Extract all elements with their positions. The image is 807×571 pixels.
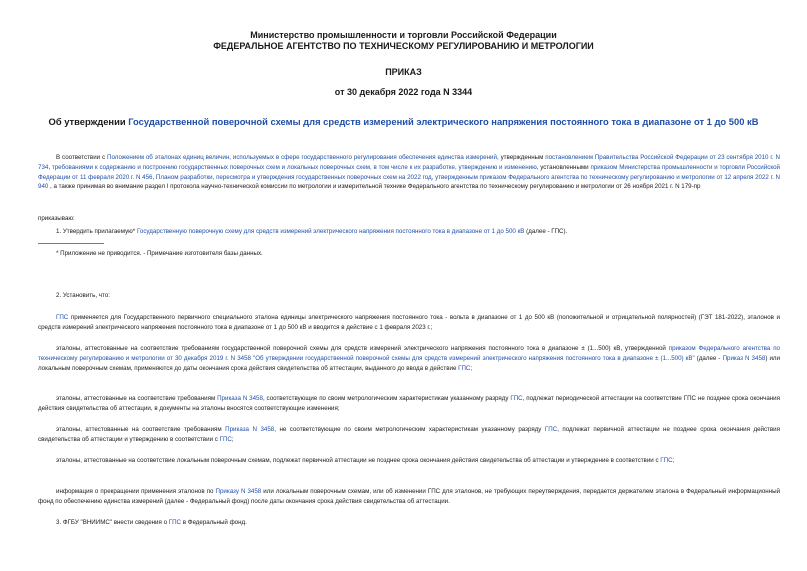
paragraph-standards-primary [38, 425, 780, 445]
preamble-paragraph [38, 153, 780, 192]
ministry-name: Министерство промышленности и торговли Российской Федерации [250, 30, 557, 40]
preamble-text: , а также принимая во внимание раздел I протокола научно-технической комиссии по метрологии и измерительной технике Федерального агентства по техническому регулированию и метрологии от 26 ноября 2021 г. N 179-пр [48, 183, 701, 191]
paragraph-text: ; [231, 435, 234, 443]
item-3 [38, 518, 780, 528]
paragraph-standards-periodic [38, 394, 780, 414]
paragraph-text: информация о прекращении применения эталонов по [56, 488, 216, 495]
paragraph-text: эталоны, аттестованные на соответствие требованиям [56, 395, 218, 402]
link-rosstandart-order-3458[interactable]: приказом Федерального агентства по техническому регулированию и метрологии от 30 декабря 2019 г. N 3458 "Об утверждении государственной поверочной схемы для средств измерений электрического напряжения постоянного тока в диапазоне ± (1...500) кВ" [38, 345, 780, 362]
link-gps-scheme[interactable]: Государственную поверочную схему для средств измерений электрического напряжения постоянного тока в диапазоне от 1 до 500 кВ [136, 228, 525, 235]
paragraph-text: , соответствующие по своим метрологическим характеристикам указанному разряду [262, 395, 511, 402]
link-plan-2022[interactable]: Планом разработки, пересмотра и утверждения государственных поверочных схем на 2022 год, утвержденным приказом Федерального агентства по техническому регулированию и метрологии от 12 апреля 2022 г. N 940 [38, 173, 781, 191]
agency-name: ФЕДЕРАЛЬНОЕ АГЕНТСТВО ПО ТЕХНИЧЕСКОМУ РЕГУЛИРОВАНИЮ И МЕТРОЛОГИИ [213, 41, 594, 51]
link-gps[interactable]: ГПС [510, 395, 523, 402]
paragraph-text: (далее - [694, 354, 723, 362]
item-1-text: 1. Утвердить прилагаемую* [56, 228, 137, 235]
paragraph-standards-local [38, 456, 780, 466]
paragraph-text: ) или локальным поверочным схемам, применяются до даты окончания срока действия свидетельства об аттестации, выданного до ввода в действие [38, 354, 780, 372]
item-2: 2. Установить, что: [56, 292, 110, 299]
link-requirements-verification-schemes[interactable]: требованиями к содержанию и построению государственных поверочных схем и локальных поверочных схем, в том числе к их разработке, утверждению и изменению [51, 163, 537, 171]
footnote: * Приложение не приводится. - Примечание изготовителя базы данных. [56, 250, 263, 257]
paragraph-text: , не соответствующие по своим метрологическим характеристикам указанному разряду [274, 426, 545, 433]
paragraph-text: эталоны, аттестованные на соответствие требованиям [56, 426, 226, 433]
link-order-3458[interactable]: Приказу N 3458 [215, 488, 262, 495]
link-regulation-on-standards[interactable]: Положением об эталонах единиц величин, используемых в сфере государственного регулирования обеспечения единства измерений [107, 154, 497, 161]
paragraph-text: эталоны, аттестованные на соответствие локальным поверочным схемам, подлежат первичной аттестации не позднее срока окончания действия свидетельства об аттестации и утверждение в соответствии с [56, 457, 661, 464]
paragraph-gps-application [38, 313, 780, 333]
item-3-text: 3. ФГБУ "ВНИИМС" внести сведения о [56, 519, 169, 526]
link-order-3458[interactable]: Приказ N 3458 [722, 354, 766, 362]
link-gps[interactable]: ГПС [219, 435, 232, 443]
paragraph-text: эталоны, аттестованные на соответствие требованиям государственной поверочной схемы для средств измерений электрического напряжения постоянного тока в диапазоне ± (1...500) кВ, утвержденной [56, 345, 669, 352]
item-1 [38, 227, 780, 237]
title-link[interactable]: Государственной поверочной схемы для средств измерений электрического напряжения постоянного тока в диапазоне от 1 до 500 кВ [128, 116, 759, 127]
link-gps[interactable]: ГПС [544, 426, 558, 433]
document-type: ПРИКАЗ [385, 67, 422, 77]
link-order-3458[interactable]: Приказа N 3458 [217, 395, 263, 402]
paragraph-text: ; [470, 364, 473, 372]
title-prefix: Об утверждении [48, 116, 129, 127]
link-gps[interactable]: ГПС [660, 457, 673, 464]
paragraph-text: ; [672, 457, 675, 464]
item-3-text: в Федеральный фонд. [181, 519, 247, 526]
preamble-text: , установленными [536, 163, 591, 171]
link-gps[interactable]: ГПС [168, 519, 182, 526]
paragraph-text: , подлежат периодической аттестации на соответствие ГПС не позднее срока окончания действия свидетельства об аттестации, в документы на эталоны вносятся соответствующие изменения; [38, 395, 780, 412]
link-order-3458[interactable]: Приказа N 3458 [225, 426, 275, 433]
footnote-divider [38, 243, 104, 244]
item-1-text: (далее - ГПС). [524, 228, 568, 235]
page-title [20, 116, 787, 128]
preamble-text: , [152, 173, 156, 181]
paragraph-information [38, 487, 780, 507]
preamble-text: , [48, 163, 52, 171]
link-minpromtorg-order-456[interactable]: приказом Министерства промышленности и торговли Российской Федерации от 11 февраля 2020 г. N 456 [38, 163, 780, 181]
link-gps[interactable]: ГПС [56, 314, 69, 321]
order-word: приказываю: [38, 215, 75, 222]
preamble-text: В соответствии с [56, 154, 108, 161]
preamble-text: , утвержденным [496, 154, 546, 161]
document-date: от 30 декабря 2022 года N 3344 [334, 87, 473, 97]
paragraph-text: применяется для Государственного первичного специального эталона единицы электрического напряжения постоянного тока - вольта в диапазоне от 1 до 500 кВ (положительной и отрицательной полярностей) (ГЭТ 181-2022), эталонов и средств измерений электрического напряжения постоянного тока в диапазоне от 1 до 500 кВ и вводится в действие с 1 февраля 2023 г.; [38, 314, 780, 331]
paragraph-standards-attested [38, 344, 780, 373]
link-government-decree-734[interactable]: постановлением Правительства Российской Федерации от 23 сентября 2010 г. N 734 [38, 154, 780, 171]
paragraph-text: или локальным поверочным схемам, или об изменении ГПС для эталонов, не требующих переутверждения, передается держателем эталона в Федеральный информационный фонд по обеспечению единства измерений (далее - Федеральный фонд) после даты окончания срока действия свидетельства об аттестации. [38, 488, 780, 505]
link-gps[interactable]: ГПС [458, 364, 471, 372]
paragraph-text: , подлежат первичной аттестации не позднее срока окончания действия свидетельства об аттестации и утверждению в соответствии с [38, 426, 780, 443]
